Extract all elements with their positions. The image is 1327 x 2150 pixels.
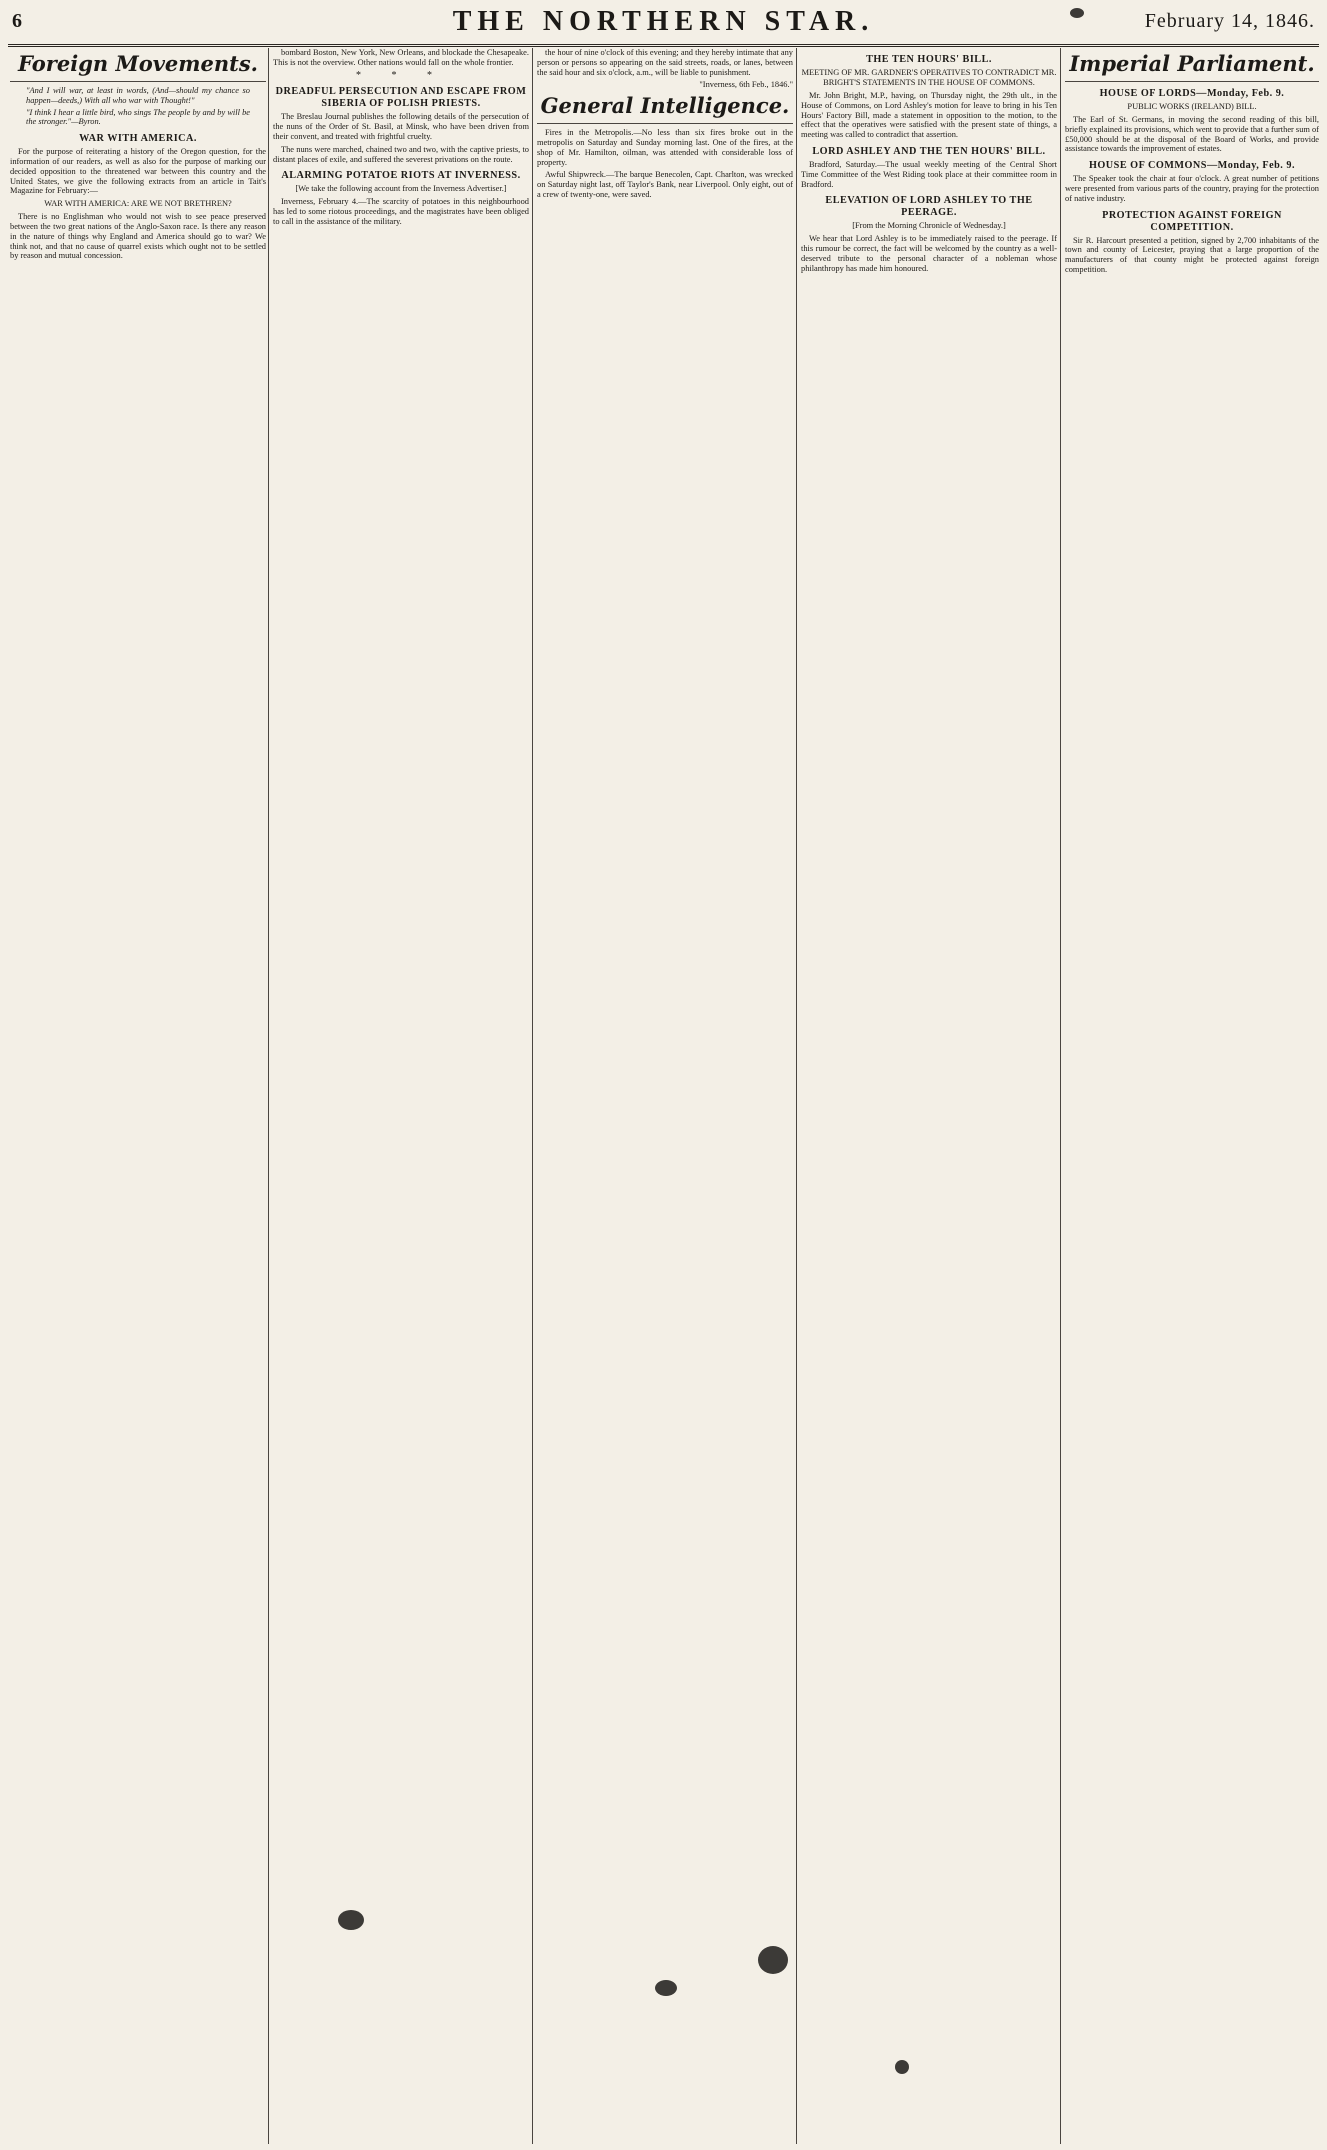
column-2	[273, 48, 529, 2144]
column-1	[10, 48, 266, 2144]
section-heading: Imperial Parliament.	[1065, 50, 1319, 82]
article-title: WAR WITH AMERICA.	[79, 133, 197, 145]
article-subtitle: [From the Morning Chronicle of Wednesday.]	[852, 221, 1006, 231]
article-title: DREADFUL PERSECUTION AND ESCAPE FROM SIBERIA OF POLISH PRIESTS.	[275, 86, 527, 110]
article-title: HOUSE OF COMMONS—Monday, Feb. 9.	[1088, 160, 1296, 172]
ink-blot	[655, 1980, 677, 1996]
article-paragraph: The Speaker took the chair at four o'clock. A great number of petitions were presented from various parts of the country, praying for the protection of native industry.	[1065, 174, 1319, 203]
newspaper-title: THE NORTHERN STAR.	[452, 6, 875, 37]
issue-date: February 14, 1846.	[1144, 10, 1315, 32]
article-paragraph: Fires in the Metropolis.—No less than six fires broke out in the metropolis on Saturday and Sunday morning last. One of the fires, at the shop of Mr. Hamilton, oilman, was attended with considerable loss of property.	[537, 128, 793, 167]
article-title: ALARMING POTATOE RIOTS AT INVERNESS.	[281, 170, 521, 182]
section-heading: Foreign Movements.	[10, 50, 266, 82]
masthead	[8, 4, 1319, 47]
column-divider	[268, 48, 269, 2144]
ink-blot	[758, 1946, 788, 1974]
article-paragraph: the hour of nine o'clock of this evening; and they hereby intimate that any person or persons so appearing on the said streets, roads, or lanes, between the said hour and six o'clock, a.m., will be liable to punishment.	[537, 48, 793, 77]
ink-blot	[338, 1910, 364, 1930]
article-subtitle: [We take the following account from the Inverness Advertiser.]	[295, 184, 507, 194]
epigraph: "And I will war, at least in words, (And—should my chance so happen—deeds,) With all who war with Thought!"	[26, 86, 250, 105]
article-title: THE TEN HOURS' BILL.	[866, 54, 992, 65]
article-paragraph: There is no Englishman who would not wish to see peace preserved between the two great nations of the Anglo-Saxon race. Is there any reason in the nature of things why England and America should go to war? We think not, and that no cause of quarrel exists which ought not to be settled by reason and mutual concession.	[10, 212, 266, 261]
article-title: LORD ASHLEY AND THE TEN HOURS' BILL.	[812, 145, 1046, 157]
column-divider	[1060, 48, 1061, 2144]
article-paragraph: We hear that Lord Ashley is to be immediately raised to the peerage. If this rumour be correct, the fact will be welcomed by the country as a well-deserved tribute to the personal character of a nobleman whose philanthropy has made him honoured.	[801, 234, 1057, 273]
article-paragraph: Inverness, February 4.—The scarcity of potatoes in this neighbourhood has led to some riotous proceedings, and the magistrates have been obliged to call in the assistance of the military.	[273, 197, 529, 226]
section-heading: General Intelligence.	[537, 92, 793, 124]
article-paragraph: Mr. John Bright, M.P., having, on Thursday night, the 29th ult., in the House of Commons, on Lord Ashley's motion for leave to bring in his Ten Hours' Factory Bill, made a statement in opposition to the motion, to the effect that the operatives were satisfied with the present state of things, a meeting was called to contradict that assertion.	[801, 91, 1057, 140]
column-divider	[796, 48, 797, 2144]
article-paragraph: The nuns were marched, chained two and two, with the captive priests, to distant places of exile, and suffered the severest privations on the route.	[273, 144, 529, 164]
article-paragraph: The Earl of St. Germans, in moving the second reading of this bill, briefly explained its provisions, which went to provide that a further sum of £50,000 should be at the disposal of the Board of Works, and provide assistance towards the improvement of estates.	[1065, 115, 1319, 154]
dateline: "Inverness, 6th Feb., 1846."	[699, 80, 793, 90]
article-subtitle: MEETING OF MR. GARDNER'S OPERATIVES TO CONTRADICT MR. BRIGHT'S STATEMENTS IN THE HOUSE OF COMMONS.	[801, 68, 1057, 87]
article-paragraph: bombard Boston, New York, New Orleans, and blockade the Chesapeake. This is not the overview. Other nations would fall on the whole frontier.	[273, 48, 529, 67]
article-title: ELEVATION OF LORD ASHLEY TO THE PEERAGE.	[825, 195, 1033, 219]
column-divider	[532, 48, 533, 2144]
article-paragraph: For the purpose of reiterating a history of the Oregon question, for the information of our readers, as well as also for the purpose of marking our decided opposition to the threatened war between this country and the United States, we give the following extracts from an article in Tait's Magazine for February:—	[10, 147, 266, 196]
article-subtitle: WAR WITH AMERICA: ARE WE NOT BRETHREN?	[44, 199, 232, 209]
column-3	[537, 48, 793, 2144]
separator: * * *	[356, 69, 446, 81]
article-title: PROTECTION AGAINST FOREIGN COMPETITION.	[1102, 209, 1282, 233]
article-paragraph: Awful Shipwreck.—The barque Benecolen, Capt. Charlton, was wrecked on Saturday night last, off Taylor's Bank, near Liverpool. Only eight, out of a crew of twenty-one, were saved.	[537, 170, 793, 199]
article-paragraph: Bradford, Saturday.—The usual weekly meeting of the Central Short Time Committee of the West Riding took place at their committee room in Bradford.	[801, 159, 1057, 189]
article-paragraph: The Breslau Journal publishes the following details of the persecution of the nuns of the Order of St. Basil, at Minsk, who have been driven from their convent, and treated with frightful cruelty.	[273, 112, 529, 141]
article-subtitle: PUBLIC WORKS (IRELAND) BILL.	[1127, 102, 1257, 111]
ink-blot	[1070, 8, 1084, 18]
page-number: 6	[12, 10, 22, 32]
article-paragraph: Sir R. Harcourt presented a petition, signed by 2,700 inhabitants of the town and county of Leicester, praying that a large proportion of the manufacturers of that county might be protected against foreign competition.	[1065, 235, 1319, 274]
article-title: HOUSE OF LORDS—Monday, Feb. 9.	[1099, 88, 1285, 99]
column-5	[1065, 48, 1319, 2144]
column-4	[801, 48, 1057, 2144]
ink-blot	[895, 2060, 909, 2074]
epigraph: "I think I hear a little bird, who sings The people by and by will be the stronger."—Byron.	[26, 107, 250, 127]
